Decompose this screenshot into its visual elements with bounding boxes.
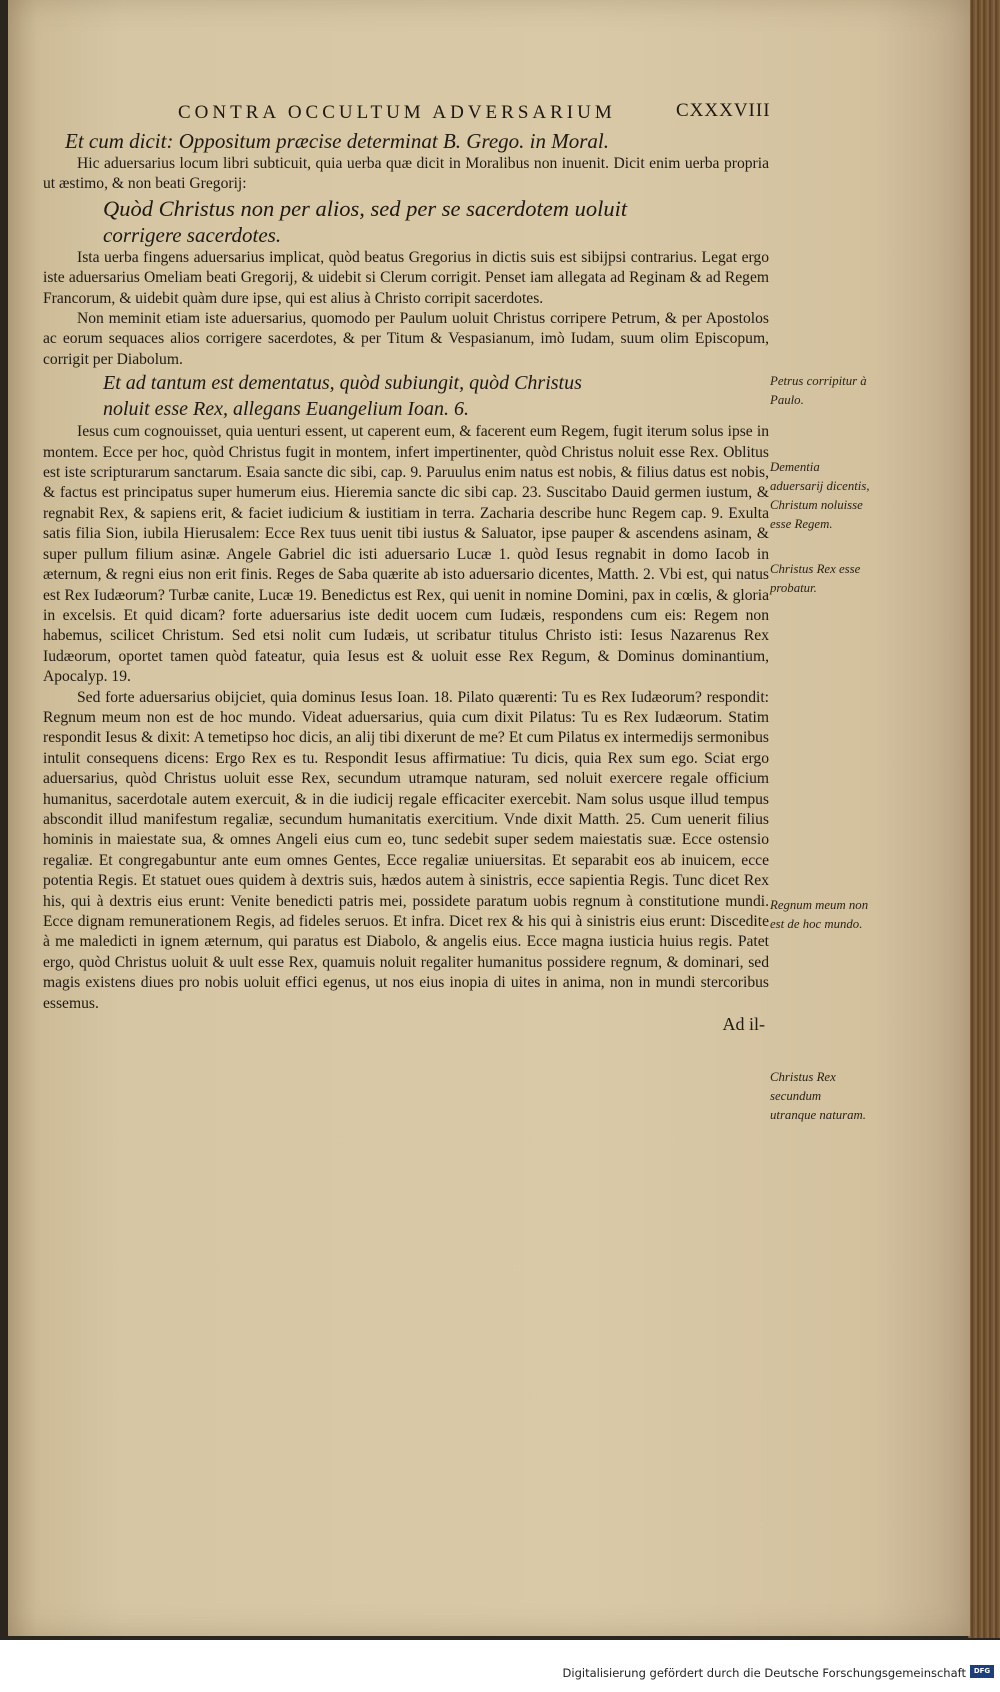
paragraph-2: Ista uerba fingens aduersarius implicat, quòd beatus Gregorius in dictis suis est sibijpsi contrarius. Legat ergo iste aduersarius Omeliam beati Gregorij, & uidebit si Clerum corrigit. Penset iam allegata ad Reginam & ad Regem Francorum, & uidebit quàm dure ipse, qui est alius à Christo corripit sacerdotes. (43, 248, 769, 307)
footer-credit: Digitalisierung gefördert durch die Deutsche Forschungsgemeinschaft (562, 1666, 966, 1680)
folio-number: CXXXVIII (676, 100, 771, 121)
book-page (8, 0, 970, 1636)
dfg-logo-icon: DFG (970, 1665, 994, 1678)
main-text (43, 128, 769, 1034)
running-head: CONTRA OCCULTUM ADVERSARIUM (178, 102, 616, 123)
quote-2a: Quòd Christus non per alios, sed per se sacerdotem uoluit (103, 195, 628, 221)
margin-note-3: Christus Rex esse probatur. (770, 562, 861, 595)
page-edges (968, 0, 1000, 1638)
catchword: Ad il- (722, 1014, 765, 1035)
quote-1: Et cum dicit: Oppositum præcise determinat B. Grego. in Moral. (65, 129, 609, 153)
margin-note-2: Dementia aduersarij dicentis, Christum noluisse esse Regem. (770, 460, 870, 531)
paragraph-5: Sed forte aduersarius obijciet, quia dominus Iesus Ioan. 18. Pilato quærenti: Tu es Rex Iudæorum? respondit: Regnum meum non est de hoc mundo. Videat aduersarius, quia cum dixit Pilatus: Tu es Rex Iudæorum. Statim respondit Iesus & dixit: A temetipso hoc dicis, an alij tibi dixerunt de me? Et cum Pilatus ex intermedijs sermonibus intulit consequens dicens: Ergo Rex es tu. Respondit Iesus affirmatiue: Tu dicis, quia Rex sum ego. Sciat ergo aduersarius, quòd Christus uoluit esse Rex, secundum utramque naturam, sed noluit exercere regale officium humanitus, sacerdotale autem exercuit, & in die iudicij regale efficaciter exercebit. Nam solus usque illud tempus abscondit illud manifestum regaliæ, secundum humanitatis exercitium. Vnde dixit Matth. 25. Cum uenerit filius hominis in maiestate sua, & omnes Angeli eius cum eo, tunc sedebit super sedem maiestatis suæ. Ecce ostensio regaliæ. Et congregabuntur ante eum omnes Gentes, Ecce regaliæ uniuersitas. Et separabit eos ab inuicem, ecce potentia Regis. Et statuet oues quidem à dextris suis, hædos autem à sinistris, ecce sapientia Regis. Tunc dicet Rex his, qui à dextris eius erunt: Venite benedicti patris mei, possidete paratum uobis regnum à constitutione mundi. Ecce dignam remunerationem Regis, ad fideles seruos. Et infra. Dicet rex & his qui à sinistris eius erunt: Discedite à me maledicti in ignem æternum, qui paratus est Diabolo, & angelis eius. Ecce magna iusticia huius regis. Patet ergo, quòd Christus uoluit & uult esse Rex, quamuis noluit regaliter humanitus possidere regnum, & dominari, sed magis existens diues pro nobis uoluit effici egenus, ut nos eius inopia di uites in anima, non in mundi stercoribus essemus. (43, 688, 769, 1012)
quote-3a: Et ad tantum est dementatus, quòd subiungit, quòd Christus (103, 372, 582, 395)
margin-note-4: Regnum meum non est de hoc mundo. (770, 898, 869, 931)
margin-note-5: Christus Rex secundum utranque naturam. (770, 1070, 866, 1122)
paragraph-4: Iesus cum cognouisset, quia uenturi essent, ut caperent eum, & facerent eum Regem, fugit iterum solus ipse in montem. Ecce per hoc, quòd Christus fugit in montem, infert impertinenter, quòd Christus noluit esse Rex. Oblitus est iste scripturarum sanctarum. Esaia sancte dic sibi, cap. 9. Paruulus enim natus est nobis, & filius datus est nobis, & factus est principatus super humerum eius. Hieremia sancte dic sibi cap. 23. Suscitabo Dauid germen iustum, & regnabit Rex, & sapiens erit, & faciet iudicium & iustitiam in terra. Zacharia describe hunc Regem cap. 9. Exulta satis filia Sion, iubila Hierusalem: Ecce Rex tuus uenit tibi iustus & Saluator, ipse pauper & ascendens asinam, & super pullum filium asinæ. Angele Gabriel dic isti aduersario Lucæ 1. quòd Iesus regnabit in domo Iacob in æternum, & regni eius non erit finis. Reges de Saba quærite ab isto aduersario dicentes, Matth. 2. Vbi est, qui natus est Rex Iudæorum? Turbæ canite, Lucæ 19. Benedictus est Rex, qui uenit in nomine Domini, pax in cœlis, & gloria in excelsis. Et quid dicam? forte aduersarius iste dedit uocem cum Iudæis, respondens cum eis: Regem non habemus, scilicet Christum. Sed etsi nolit cum Iudæis, ut scribatur titulus Christo isti: Iesus Nazarenus Rex Iudæorum, oportet tamen quòd fateatur, quia Iesus est & uoluit esse Rex Regum, & Dominus dominantium, Apocalyp. 19. (43, 423, 769, 686)
paragraph-1: Hic aduersarius locum libri subticuit, quia uerba quæ dicit in Moralibus non inuenit. Dicit enim uerba propria ut æstimo, & non beati Gregorij: (43, 155, 769, 193)
quote-3b: noluit esse Rex, allegans Euangelium Ioan. 6. (103, 398, 470, 421)
paragraph-3: Non meminit etiam iste aduersarius, quomodo per Paulum uoluit Christus corripere Petrum, & per Apostolos ac eorum sequaces alios corrigere sacerdotes, & per Titum & Vespasianum, imò Iudam, suum olim Episcopum, corrigit per Diabolum. (43, 310, 769, 368)
digitization-footer (0, 1644, 1000, 1692)
margin-note-1: Petrus corripitur à Paulo. (770, 374, 867, 407)
quote-2b: corrigere sacerdotes. (103, 222, 282, 247)
